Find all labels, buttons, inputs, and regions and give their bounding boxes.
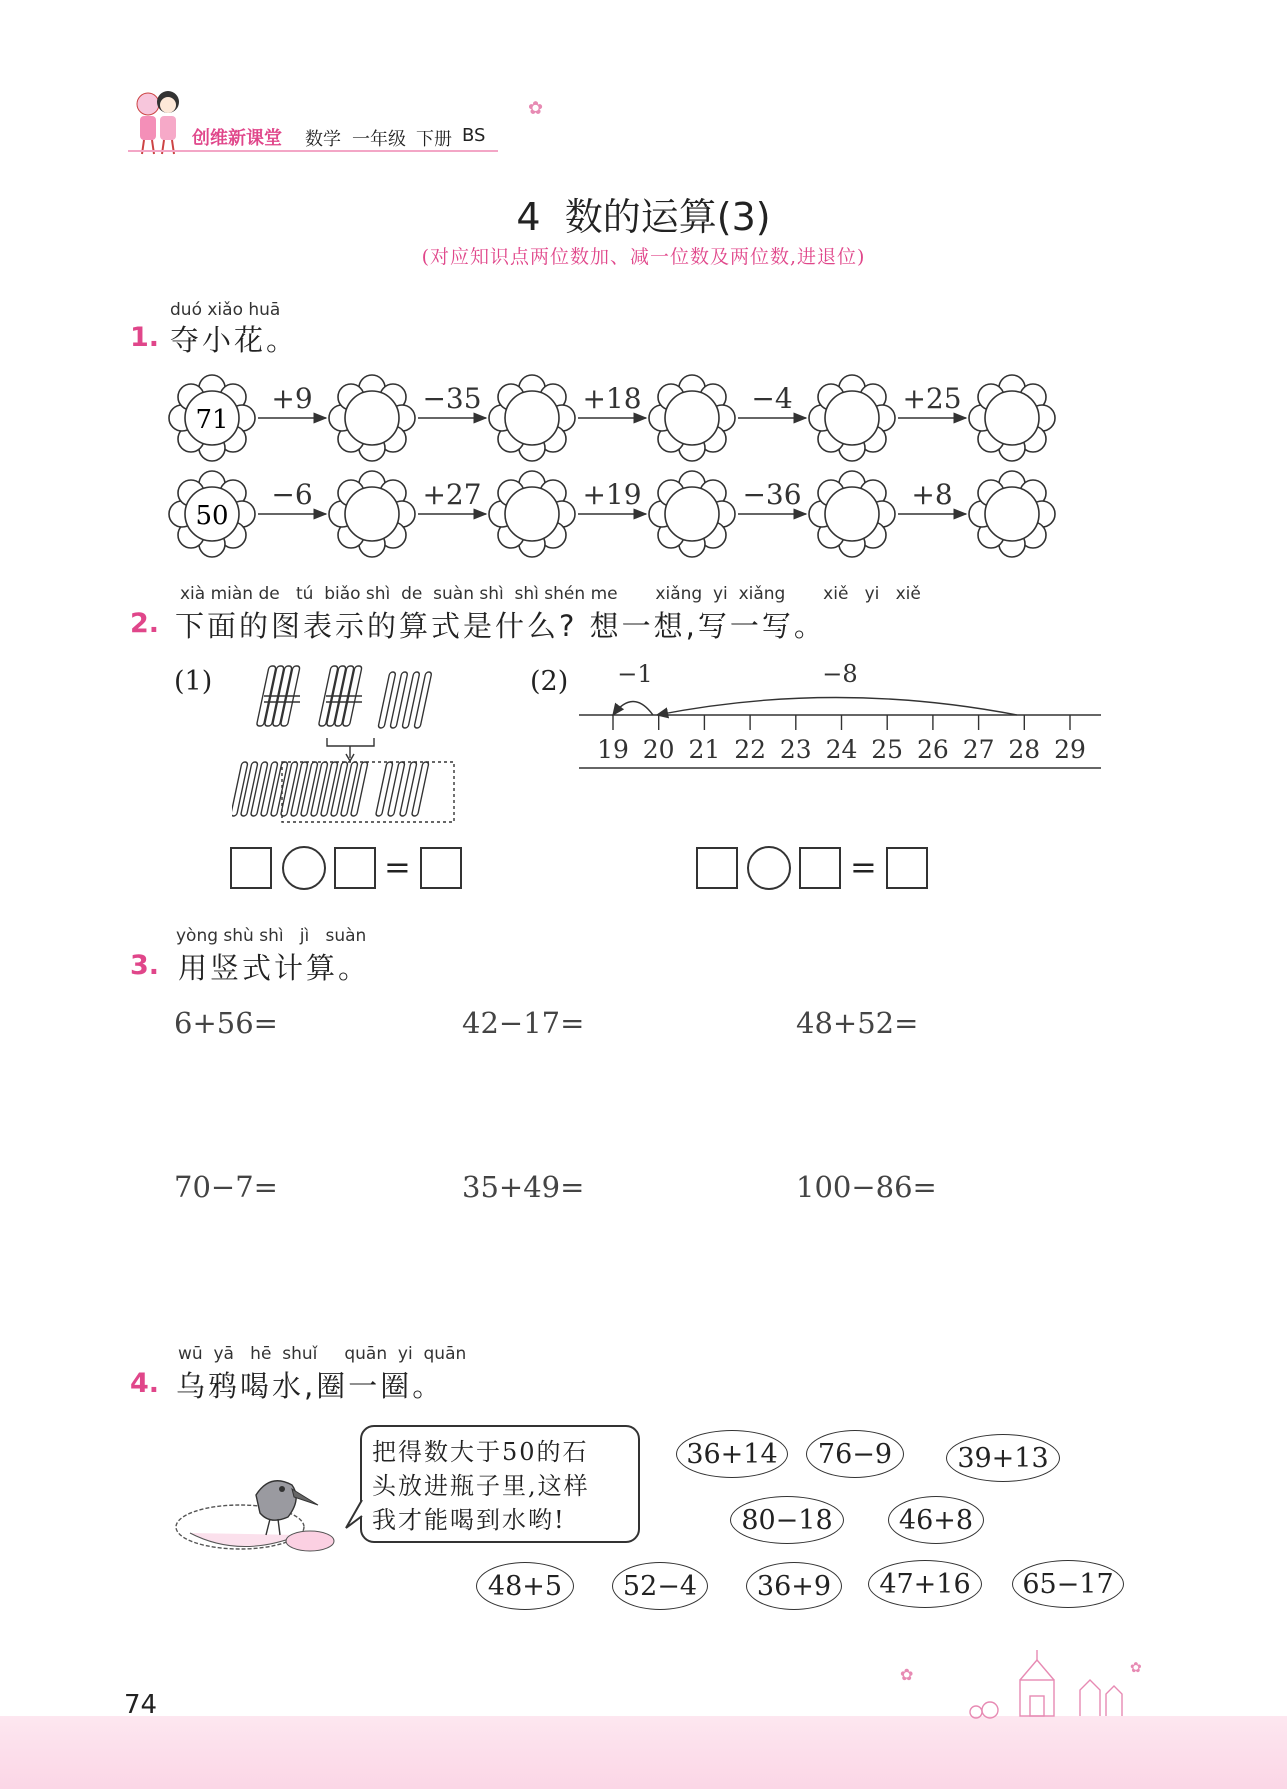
number-line-label: 28 bbox=[1008, 735, 1041, 764]
problem: 100−86= bbox=[796, 1170, 937, 1204]
flower-start-number: 71 bbox=[195, 405, 229, 435]
problem: 6+56= bbox=[174, 1006, 278, 1040]
header-brand: 创维新课堂 bbox=[192, 128, 282, 149]
stone-option[interactable]: 76−9 bbox=[806, 1430, 904, 1478]
stone-option[interactable]: 65−17 bbox=[1012, 1560, 1124, 1608]
operation-label: −4 bbox=[751, 382, 793, 415]
stone-option[interactable]: 52−4 bbox=[612, 1562, 708, 1610]
operation-label: +8 bbox=[911, 478, 953, 511]
answer-box[interactable] bbox=[799, 847, 841, 889]
number-line-label: 25 bbox=[871, 735, 904, 764]
equals-sign: = bbox=[850, 848, 877, 886]
flower[interactable] bbox=[329, 375, 415, 461]
operation-label: +18 bbox=[582, 382, 642, 415]
q2-part2-label: (2) bbox=[530, 666, 569, 697]
q4-number: 4. bbox=[130, 1368, 160, 1399]
problem: 42−17= bbox=[462, 1006, 585, 1040]
flower-decoration-icon: ✿ bbox=[528, 98, 544, 119]
q3-pinyin: yòng shù shì jì suàn bbox=[176, 926, 367, 946]
number-line-label: 20 bbox=[642, 735, 675, 764]
stone-option[interactable]: 36+14 bbox=[676, 1430, 788, 1478]
flower[interactable] bbox=[969, 471, 1055, 557]
bubble-tail bbox=[344, 1500, 364, 1530]
flower[interactable] bbox=[649, 375, 735, 461]
flower[interactable] bbox=[489, 471, 575, 557]
q2-pinyin: xià miàn de tú biǎo shì de suàn shì shì shén me xiǎng yi xiǎng xiě yi xiě bbox=[180, 584, 921, 604]
header-edition: BS bbox=[462, 125, 486, 146]
q2-title: 下面的图表示的算式是什么? 想一想,写一写。 bbox=[175, 609, 826, 643]
flower[interactable] bbox=[969, 375, 1055, 461]
bubble-line: 把得数大于50的石 bbox=[372, 1438, 589, 1466]
operation-label: −36 bbox=[742, 478, 802, 511]
number-line-label: 23 bbox=[779, 735, 812, 764]
answer-box[interactable] bbox=[696, 847, 738, 889]
problem: 70−7= bbox=[174, 1170, 278, 1204]
answer-box[interactable] bbox=[420, 847, 462, 889]
flower[interactable] bbox=[809, 471, 895, 557]
stone-option[interactable]: 48+5 bbox=[476, 1562, 574, 1610]
answer-box[interactable] bbox=[334, 847, 376, 889]
stone-option[interactable]: 47+16 bbox=[868, 1560, 982, 1608]
answer-box[interactable] bbox=[886, 847, 928, 889]
page-title: 4 数的运算(3) bbox=[516, 195, 771, 239]
q1-pinyin: duó xiǎo huā bbox=[170, 300, 281, 320]
stone-option[interactable]: 80−18 bbox=[730, 1496, 844, 1544]
operation-label: +9 bbox=[271, 382, 313, 415]
speech-bubble bbox=[360, 1425, 640, 1543]
equals-sign: = bbox=[384, 848, 411, 886]
number-line-label: 19 bbox=[597, 735, 629, 764]
flower[interactable] bbox=[329, 471, 415, 557]
jump-small-label: −1 bbox=[617, 660, 653, 688]
problem: 35+49= bbox=[462, 1170, 585, 1204]
svg-text:✿: ✿ bbox=[1130, 1660, 1142, 1676]
number-line-label: 27 bbox=[962, 735, 995, 764]
flower-start-number: 50 bbox=[195, 501, 229, 531]
operator-circle[interactable] bbox=[282, 846, 326, 890]
bubble-line: 我才能喝到水哟! bbox=[372, 1506, 566, 1534]
q1-number: 1. bbox=[130, 322, 160, 353]
operation-label: +19 bbox=[582, 478, 642, 511]
number-line-label: 22 bbox=[734, 735, 767, 764]
q4-title: 乌鸦喝水,圈一圈。 bbox=[176, 1369, 445, 1403]
q2-part1-label: (1) bbox=[174, 666, 213, 697]
operation-label: −35 bbox=[422, 382, 482, 415]
castle-decoration-icon bbox=[880, 1650, 1170, 1720]
q1-title: 夺小花。 bbox=[170, 323, 299, 357]
problem: 48+52= bbox=[796, 1006, 919, 1040]
stone-option[interactable]: 46+8 bbox=[888, 1496, 984, 1544]
header-volume: 下册 bbox=[416, 129, 452, 150]
answer-box[interactable] bbox=[230, 847, 272, 889]
header-grade: 一年级 bbox=[352, 129, 406, 150]
sticks-illustration bbox=[232, 662, 462, 832]
jump-big-label: −8 bbox=[822, 660, 858, 688]
number-line-label: 24 bbox=[825, 735, 858, 764]
number-line-label: 26 bbox=[916, 735, 949, 764]
stone-option[interactable]: 36+9 bbox=[746, 1562, 842, 1610]
number-line bbox=[575, 660, 1105, 780]
header-mascot bbox=[128, 86, 188, 156]
q3-number: 3. bbox=[130, 950, 160, 981]
flower[interactable] bbox=[809, 375, 895, 461]
q3-title: 用竖式计算。 bbox=[178, 951, 371, 985]
q4-pinyin: wū yā hē shuǐ quān yi quān bbox=[178, 1344, 467, 1364]
number-line-label: 29 bbox=[1054, 735, 1086, 764]
header-subject: 数学 bbox=[305, 129, 341, 150]
operation-label: +27 bbox=[422, 478, 482, 511]
flower[interactable] bbox=[649, 471, 735, 557]
page-subtitle: (对应知识点两位数加、减一位数及两位数,进退位) bbox=[421, 246, 866, 268]
operation-label: +25 bbox=[902, 382, 962, 415]
number-line-label: 21 bbox=[688, 735, 721, 764]
operation-label: −6 bbox=[271, 478, 313, 511]
stone-option[interactable]: 39+13 bbox=[946, 1434, 1060, 1482]
svg-text:✿: ✿ bbox=[900, 1665, 914, 1684]
flower[interactable] bbox=[489, 375, 575, 461]
operator-circle[interactable] bbox=[747, 846, 791, 890]
flower-chain bbox=[160, 370, 1080, 560]
q2-number: 2. bbox=[130, 608, 160, 639]
header-underline bbox=[128, 150, 498, 152]
bubble-line: 头放进瓶子里,这样 bbox=[372, 1472, 590, 1500]
crow-illustration bbox=[170, 1455, 360, 1565]
page-number: 74 bbox=[124, 1690, 158, 1720]
footer-band bbox=[0, 1716, 1287, 1789]
